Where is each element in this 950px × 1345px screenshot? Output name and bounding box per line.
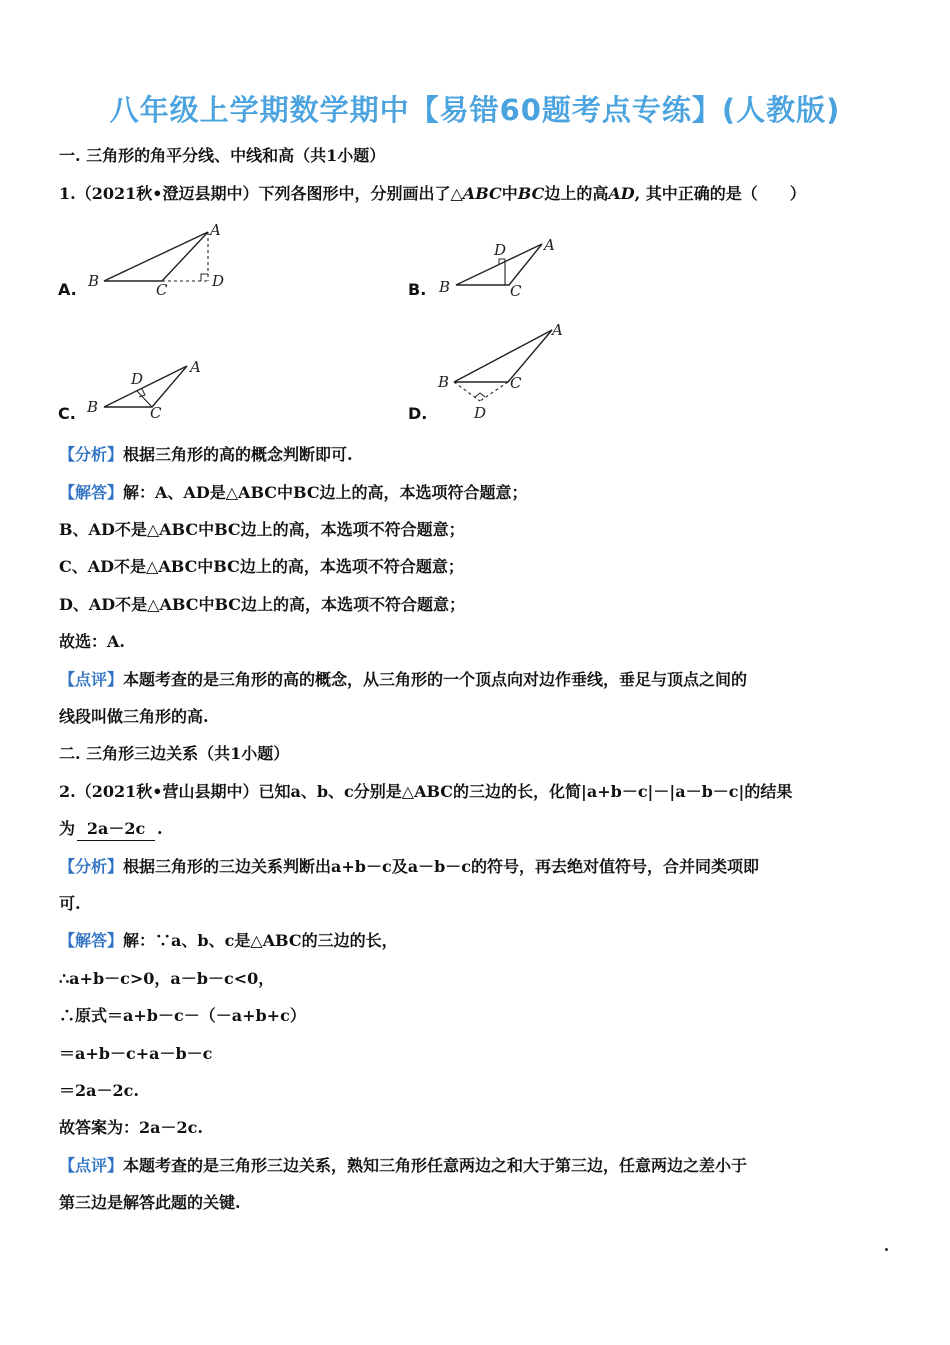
segment-cd — [480, 382, 508, 401]
triangle-abc — [454, 330, 552, 382]
vertex-c-label: C — [510, 282, 522, 300]
q1-solution-line-3: C、AD不是△ABC中BC边上的高，本选项不符合题意； — [59, 557, 464, 576]
page-mark — [885, 1248, 888, 1251]
q2-comment-line-1: 【点评】本题考查的是三角形三边关系，熟知三角形任意两边之和大于第三边，任意两边之差小于 — [59, 1156, 748, 1175]
q1-solution-line-1: 【解答】解：A、AD是△ABC中BC边上的高，本选项符合题意； — [59, 483, 528, 502]
analysis-tag: 【分析】 — [59, 857, 124, 876]
q1-analysis: 【分析】根据三角形的高的概念判断即可. — [59, 445, 353, 464]
option-b-label: B. — [408, 280, 427, 299]
right-angle-mark — [475, 393, 485, 397]
solution-tag: 【解答】 — [59, 483, 124, 502]
q2-solution-line-1: 【解答】解：∵a、b、c是△ABC的三边的长， — [59, 931, 398, 950]
option-d-figure — [434, 318, 574, 423]
q1-solution-line-4: D、AD不是△ABC中BC边上的高，本选项不符合题意； — [59, 595, 465, 614]
right-angle-mark — [201, 274, 208, 281]
page-title: 八年级上学期数学期中【易错60题考点专练】(人教版) — [109, 93, 841, 127]
vertex-a-label: A — [552, 321, 563, 339]
vertex-b-label: B — [87, 398, 99, 416]
q1-comment-line-1: 【点评】本题考查的是三角形的高的概念，从三角形的一个顶点向对边作垂线，垂足与顶点之间的 — [59, 670, 748, 689]
vertex-d-label: D — [474, 404, 487, 422]
q2-analysis-line-2: 可. — [59, 894, 81, 913]
vertex-a-label: A — [544, 236, 555, 254]
q1-comment-line-2: 线段叫做三角形的高. — [59, 707, 209, 726]
comment-tag: 【点评】 — [59, 670, 124, 689]
q2-analysis-line-1: 【分析】根据三角形的三边关系判断出a+b－c及a－b－c的符号，再去绝对值符号，合并同类项即 — [59, 857, 760, 876]
vertex-c-label: C — [510, 374, 522, 392]
question-2-stem-line-2: 为 2a－2c . — [59, 818, 899, 841]
q2-solution-line-6: 故答案为：2a－2c. — [59, 1118, 203, 1137]
analysis-tag: 【分析】 — [59, 445, 124, 464]
answer-blank: 2a－2c — [77, 818, 155, 841]
triangle-abc — [104, 232, 208, 281]
option-c-label: C. — [58, 404, 76, 423]
vertex-b-label: B — [438, 373, 450, 391]
q2-comment-line-2: 第三边是解答此题的关键. — [59, 1193, 241, 1212]
q2-solution-line-5: ＝2a－2c. — [59, 1081, 139, 1100]
q1-solution-line-5: 故选：A. — [59, 632, 125, 651]
segment-bd — [454, 382, 480, 401]
comment-tag: 【点评】 — [59, 1156, 124, 1175]
vertex-d-label: D — [494, 241, 507, 259]
q2-solution-line-3: ∴原式＝a+b－c－（－a+b+c） — [59, 1006, 306, 1025]
vertex-b-label: B — [88, 272, 100, 290]
q1-solution-line-2: B、AD不是△ABC中BC边上的高，本选项不符合题意； — [59, 520, 465, 539]
option-c-figure — [84, 356, 214, 426]
vertex-d-label: D — [212, 272, 225, 290]
right-angle-mark — [139, 389, 145, 397]
option-d-label: D. — [408, 404, 428, 423]
vertex-c-label: C — [156, 281, 168, 299]
vertex-d-label: D — [131, 370, 144, 388]
section-heading-2: 二. 三角形三边关系（共1小题） — [59, 744, 290, 763]
question-2-stem: 2.（2021秋•营山县期中）已知a、b、c分别是△ABC的三边的长，化简|a+b－c|－|a－b－c|的结果 — [59, 782, 793, 801]
option-a-label: A. — [58, 280, 77, 299]
section-heading-1: 一. 三角形的角平分线、中线和高（共1小题） — [59, 146, 386, 165]
vertex-c-label: C — [150, 404, 162, 422]
solution-tag: 【解答】 — [59, 931, 124, 950]
q2-solution-line-2: ∴a+b－c>0，a－b－c<0， — [59, 969, 275, 988]
vertex-b-label: B — [439, 278, 451, 296]
vertex-a-label: A — [190, 358, 201, 376]
q2-solution-line-4: ＝a+b－c+a－b－c — [59, 1044, 213, 1063]
option-b-figure — [436, 234, 566, 304]
vertex-a-label: A — [210, 221, 221, 239]
option-a-figure — [80, 218, 230, 298]
question-1-stem: 1.（2021秋•澄迈县期中）下列各图形中，分别画出了△ABC中BC边上的高AD, 其中正确的是（ ） — [59, 184, 806, 203]
